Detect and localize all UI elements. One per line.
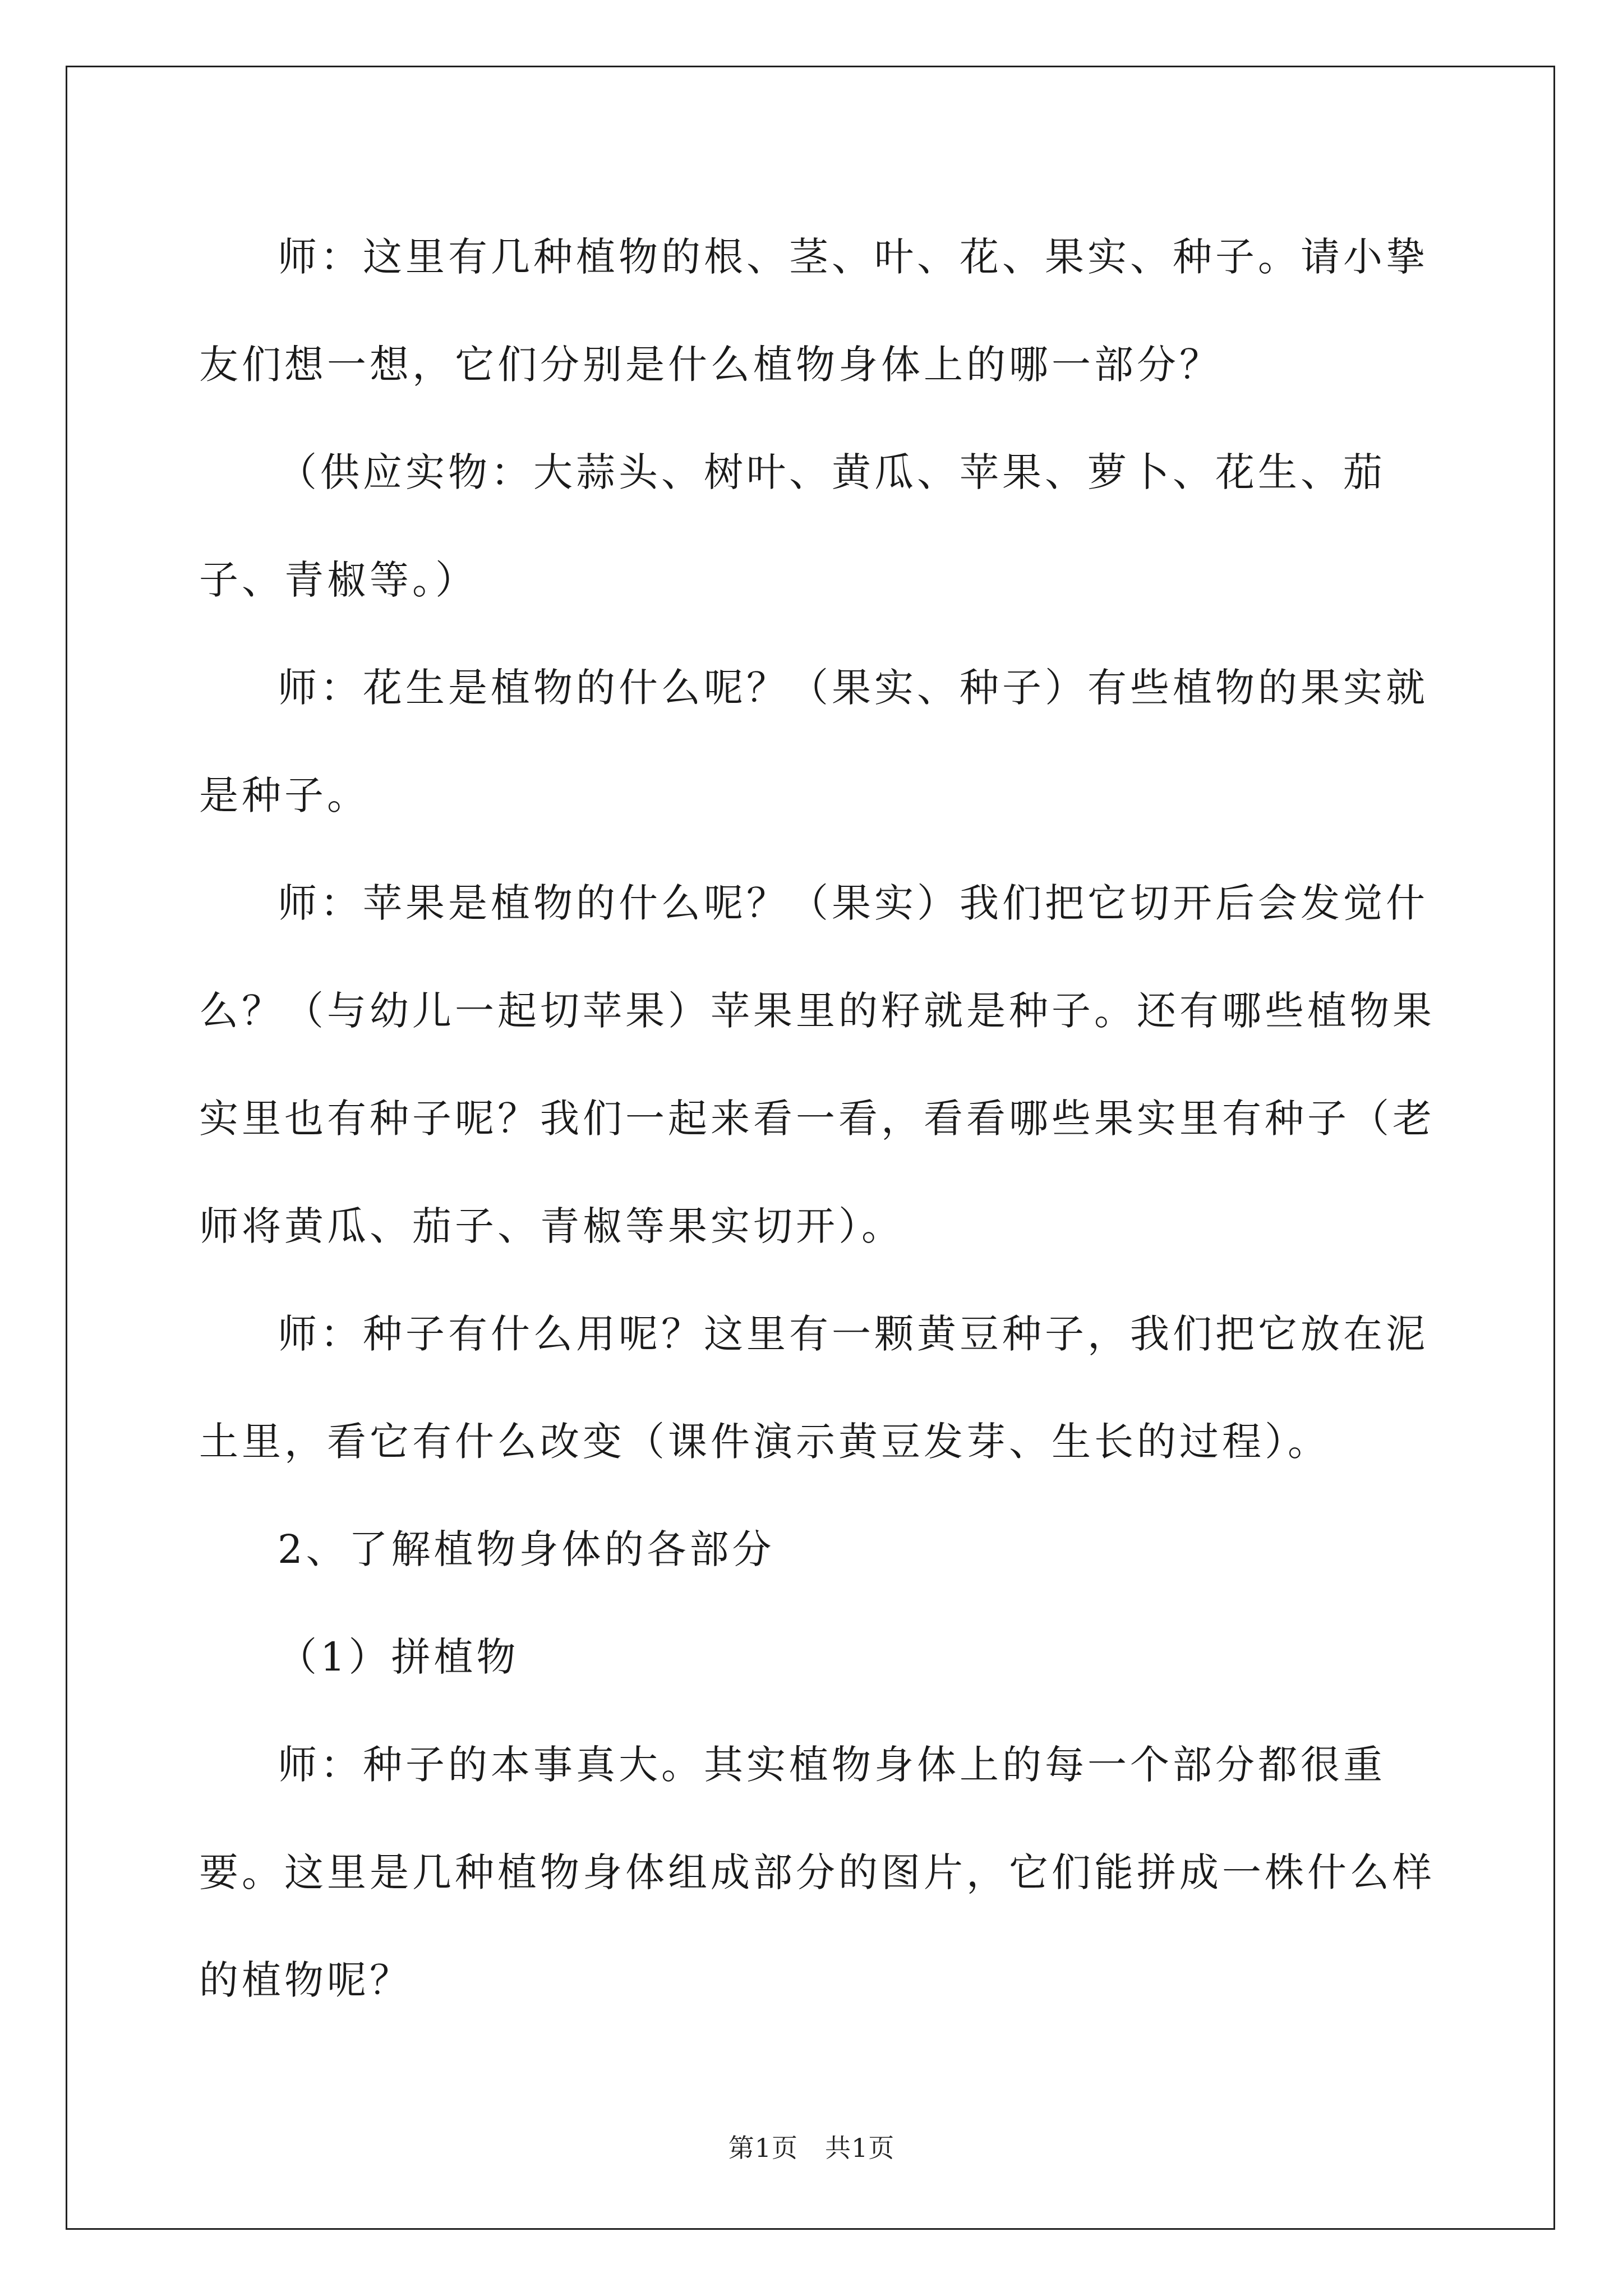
paragraph-4: 师：苹果是植物的什么呢？（果实）我们把它切开后会发觉什么？（与幼儿一起切苹果）苹果里的籽就是种子。还有哪些植物果实里也有种子呢？我们一起来看一看，看看哪些果实里有种子（老师将黄瓜、茄子、青椒等果实切开）。 [199, 880, 1435, 1249]
sub-heading: （1）拼植物 [278, 1634, 519, 1680]
paragraph-3: 师：花生是植物的什么呢？（果实、种子）有些植物的果实就是种子。 [199, 665, 1428, 818]
document-body [199, 203, 1444, 2034]
paragraph-6: 师：种子的本事真大。其实植物身体上的每一个部分都很重要。这里是几种植物身体组成部分的图片，它们能拼成一株什么样的植物呢？ [199, 1742, 1435, 2003]
paragraph-5: 师：种子有什么用呢？这里有一颗黄豆种子，我们把它放在泥土里，看它有什么改变（课件演示黄豆发芽、生长的过程）。 [199, 1311, 1428, 1465]
page-footer [0, 2128, 1623, 2165]
paragraph-2: （供应实物：大蒜头、树叶、黄瓜、苹果、萝卜、花生、茄子、青椒等。） [199, 449, 1386, 603]
section-heading: 2、了解植物身体的各部分 [278, 1526, 775, 1572]
paragraph-1: 师：这里有几种植物的根、茎、叶、花、果实、种子。请小挚友们想一想，它们分别是什么植物身体上的哪一部分？ [199, 234, 1428, 388]
page-total: 共1页 [825, 2133, 895, 2163]
page-number: 第1页 [728, 2133, 798, 2163]
